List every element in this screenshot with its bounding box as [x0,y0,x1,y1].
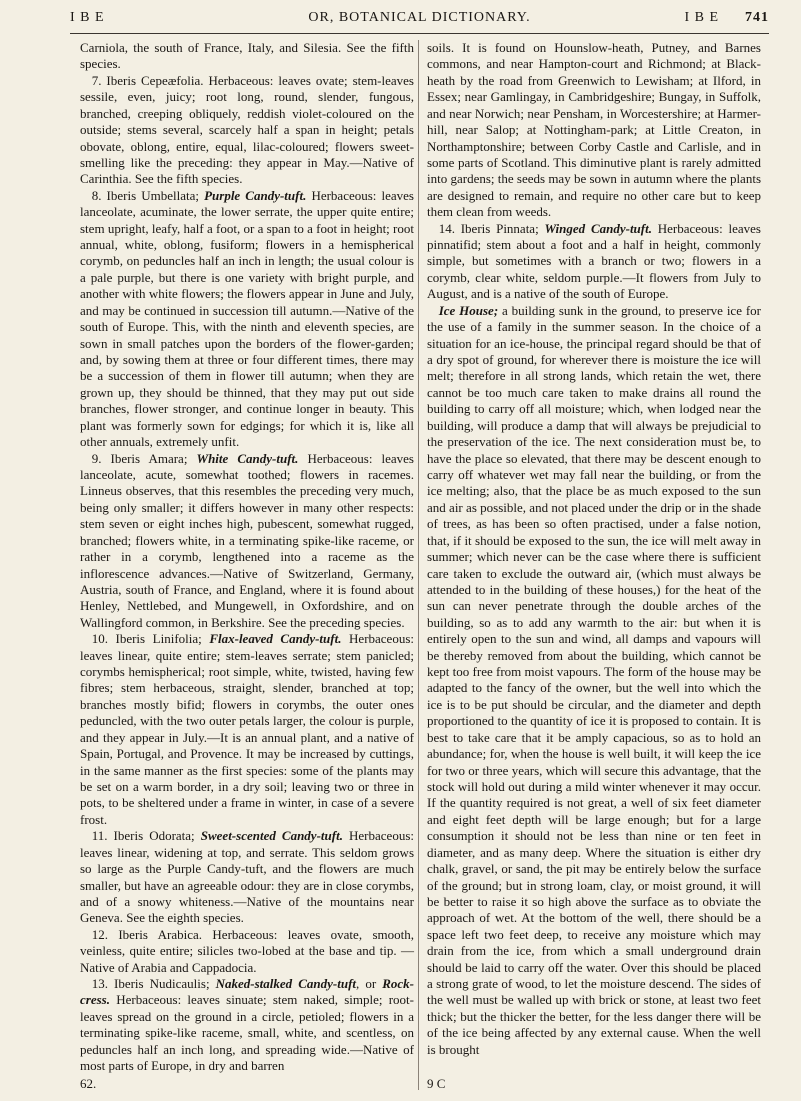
signature-right: 9 C [427,1076,446,1091]
paragraph [80,927,414,976]
entry-common-name: White Candy-tuft. [196,450,299,466]
paragraph [427,40,761,221]
paragraph-text: 7. Iberis Cepeæfolia. Herbaceous: leaves ovate; stem-leaves sessile, even, juicy; root long, round, slender, fungous, branched, creeping obliquely, reddish violet-coloured on the outside; stems several, scarcely half a span in height; petals obovate, oblong, entire, equal, lilac-coloured; flowers sweet-smelling like the preceding: they appear in May.—Native of Carinthia. See the fifth species. [80,72,414,187]
paragraph-text: Herbaceous: leaves sinuate; stem naked, simple; root-leaves spread on the ground in a circle, petioled; flowers in a terminating spike-like raceme, small, white, and scentless, on peduncles half an inch long, and spreading wide.—Native of most parts of Europe, in dry and barren [80,992,414,1074]
paragraph-text: 14. Iberis Pinnata; [438,220,545,236]
paragraph-text: soils. It is found on Hounslow-heath, Putney, and Barnes commons, and near Hampton-court and Richmond; at Black-heath by the road from Greenwich to Lewisham; at Ilford, in Essex; near Gamlingay, in Cambridgeshire; Bungay, in Suffolk, and near Norwich; near Pensham, in Worcestershire; at Harmer-hill, near Salop; at Nottingham-park; at Little Creaton, in Northamptonshire; between Corby Castle and Carlisle, and in some parts of Scotland. This diminutive plant is rarely admitted into gardens; the seeds may be sown in autumn where the plants are designed to remain, and require no other care but to keep them clean from weeds. [427,40,761,220]
header-title: OR, BOTANICAL DICTIONARY. [308,10,531,25]
header-left-catchword: I B E [70,10,105,25]
paragraph-text: 8. Iberis Umbellata; [91,187,205,203]
paragraph-text: Herbaceous: leaves linear, quite entire; stem-leaves serrate; stem panicled; corymbs hemispherical; root simple, white, twisted, having few fibres; stem herbaceous, straight, slender, branched at top; branches mostly bifid; flowers in corymbs, the outer ones peduncled, with the two outer petals larger, the colour is purple, and they appear in July.—It is an annual plant, and a native of Spain, Portugal, and Provence. It may be increased by cuttings, in the same manner as the first species: some of the plants may be set on a warm border, in a dry soil; leaving two or three in pots, to be sheltered under a frame in winter, in case of a severe frost. [80,631,414,827]
paragraph-text: Herbaceous: leaves lanceolate, acute, somewhat toothed; flowers in racemes. Linneus observes, that this resembles the preceding very much, being only smaller; it differs however in many other respects: stem seven or eight inches high, pubescent, somewhat rugged, branched; flowers white, in a terminating spike-like raceme, or rather in a corymb, lengthened into a raceme as the inflorescence advances.—Native of Switzerland, Germany, Austria, south of France, and England, where it is found about Henley, Nettlebed, and Mungewell, in Oxfordshire, and on Wallingford common, in Berkshire. See the preceding species. [80,450,414,630]
paragraph [80,976,414,1075]
paragraph-text: 11. Iberis Odorata; [91,828,201,844]
entry-common-name: Rock-cress. [80,976,414,1008]
signature-left: 62. [80,1076,97,1091]
paragraph-text: a building sunk in the ground, to preserve ice for the use of a family in the summer season. In the choice of a situation for an ice-house, the principal regard should be that of a dry spot of ground, for wherever there is moisture the ice will melt; therefore in all strong lands, which retain the wet, there cannot be too much care taken to make drains all round the building to carry off all moisture; which, when lodged near the building, will produce a damp that will always be prejudicial to the preservation of the ice. The next consideration must be, to have the place so elevated, that there may be descent enough to carry off whatever wet may fall near the building, or from the ice melting; also, that the place be as much exposed to the sun and air as possible, and not placed under the drip or in the shade of trees, as has been so often practised, under a false notion, that, if it should be exposed to the sun, the ice will melt away in summer; which never can be the case where there is sufficient care taken to exclude the outward air, (which must always be attended to in the building of these houses,) for the heat of the sun can never penetrate through the double arches of the building, so as to add any warmth to the air: but when it is entirely open to the sun and wind, all damps and vapours will be thereby removed from about the building, which cannot be kept too free from moist vapours. The form of the house may be adapted to the fancy of the owner, but the well into which the ice is to be put should be circular, and the diameter and depth proportioned to the quantity of ice it is proposed to contain. It is best to take care that it be amply capacious, so as to hold an abundance; for, when the house is well built, it will keep the ice for two or three years, which will secure this advantage, that the stock will hold out during a mild winter whenever it may occur. If the quantity required is not great, a well of six feet diameter and eight feet depth will be large enough; but for a large consumption it should not be less than nine or ten feet in diameter, and as many deep. Where the situation is either dry chalk, gravel, or sand, the pit may be entirely below the surface of the ground; but in strong loam, clay, or moist ground, it will be better to raise it so high above the surface as to obviate the approach of wet. At the bottom of the well, there should be a space left two feet deep, to receive any moisture which may drain from the ice, from which a small underground drain should be laid to carry off the water. Over this should be placed a strong grate of wood, to let the moisture descend. The sides of the well must be walled up with brick or stone, at least two feet thick; but the thicker the better, for the less danger there will be of the ice being affected by any external cause. When the well is brought [427,302,761,1057]
entry-common-name: Purple Candy-tuft. [204,187,307,203]
paragraph [80,40,414,73]
running-header [70,10,769,32]
entry-common-name: Sweet-scented Candy-tuft. [200,828,343,844]
left-column [80,40,414,1075]
paragraph-text: Herbaceous: leaves lanceolate, acuminate, the lower serrate, the upper quite entire; stem upright, leafy, half a foot, or a span to a foot in height; root annual, white, oblong, fusiform; flowers in a hemispherical corymb, on peduncles half an inch in length; the usual colour is a pale purple, but there is one variety with bright purple, and another with white flowers; the flowers appear in June and July, and may be continued in succession till autumn.—Native of the south of Europe. This, with the ninth and eleventh species, are sown in small patches upon the borders of the flower-garden; and, by sowing them at three or four different times, there may be a succession of them in flower till autumn; when they are grown up, they should be thinned, that they may put out side branches, flower stronger, and continue longer in beauty. This plant was formerly sown for edgings; for which it is, like all other annuals, extremely unfit. [80,187,414,450]
entry-common-name: Flax-leaved Candy-tuft. [209,631,342,647]
paragraph [427,303,761,1058]
paragraph [80,451,414,632]
paragraph-text: Carniola, the south of France, Italy, and Silesia. See the fifth species. [80,40,414,72]
entry-common-name: Ice House; [438,302,499,318]
entry-common-name: Naked-stalked Candy-tuft [215,976,357,992]
right-column [427,40,761,1058]
paragraph-text: 10. Iberis Linifolia; [91,631,210,647]
column-divider [418,40,419,1090]
paragraph [80,828,414,927]
header-right-catchword: I B E [684,10,719,25]
paragraph [80,631,414,828]
paragraph-text: 13. Iberis Nudicaulis; [91,976,216,992]
page-number: 741 [745,10,769,25]
paragraph [80,73,414,188]
paragraph-text: Herbaceous: leaves pinnatifid; stem about a foot and a half in height, commonly simple, but sometimes with a branch or two; flowers in a corymb, clear white, seldom purple.—It flowers from July to August, and is a native of the south of Europe. [427,220,761,302]
paragraph-text: 9. Iberis Amara; [91,450,197,466]
entry-common-name: Winged Candy-tuft. [544,220,652,236]
header-rule [70,33,769,34]
paragraph-text: , or [356,976,383,992]
paragraph-text: 12. Iberis Arabica. Herbaceous: leaves ovate, smooth, veinless, quite entire; silicles two-lobed at the base and tip. —Native of Arabia and Cappadocia. [80,926,414,975]
paragraph [427,221,761,303]
paragraph [80,188,414,451]
paragraph-text: Herbaceous: leaves linear, widening at top, and serrate. This seldom grows so large as the Purple Candy-tuft, and the flowers are much smaller, but have an agreeable odour: they are in close corymbs, and of a snowy whiteness.—Native of the mountains near Geneva. See the eighth species. [80,828,414,926]
